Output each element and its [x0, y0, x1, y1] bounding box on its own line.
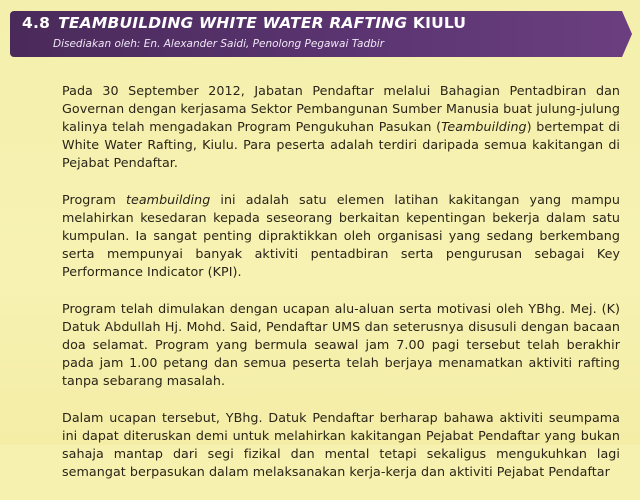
prepared-by: Disediakan oleh: En. Alexander Saidi, Penolong Pegawai Tadbir	[53, 38, 385, 50]
section-number: 4.8	[22, 14, 51, 32]
paragraph-2-text-a: Program	[62, 192, 126, 207]
paragraph-3: Program telah dimulakan dengan ucapan alu-aluan serta motivasi oleh YBhg. Mej. (K) Datuk Abdullah Hj. Mohd. Said, Pendaftar UMS dan seterusnya disusuli dengan bacaan doa selamat. Program yang bermula seawal jam 7.00 pagi tersebut telah berakhir pada jam 1.00 petang dan semua peserta telah berjaya menamatkan aktiviti rafting tanpa sebarang masalah.	[62, 301, 620, 388]
section-title	[22, 14, 466, 32]
paragraph-1-text-a: Pada 30 September 2012, Jabatan Pendaftar melalui Bahagian Pentadbiran dan Governan dengan kerjasama Sektor Pembangunan Sumber Manusia buat julung-julung kalinya telah mengadakan Program Pengukuhan Pasukan (	[62, 83, 620, 134]
paragraph-1-emphasis: Teambuilding	[441, 119, 527, 134]
paragraph-2-emphasis: teambuilding	[125, 192, 211, 207]
section-title-italic: TEAMBUILDING WHITE WATER RAFTING	[58, 14, 408, 32]
section-title-rest: KIULU	[412, 14, 467, 32]
paragraph-1	[62, 82, 620, 172]
paragraph-2	[62, 191, 620, 281]
paragraph-4: Dalam ucapan tersebut, YBhg. Datuk Pendaftar berharap bahawa aktiviti seumpama ini dapat diteruskan demi untuk melahirkan kakitangan Pejabat Pendaftar yang bukan sahaja mantap dari segi fizikal dan mental tetapi sekaligus mengukuhkan lagi semangat berpasukan dalam melaksanakan kerja-kerja dan aktiviti Pejabat Pendaftar	[62, 410, 620, 479]
article-body	[62, 82, 620, 500]
paragraph-1-text-b: ) bertempat di White Water Rafting, Kiulu. Para peserta adalah terdiri daripada semua kakitangan di Pejabat Pendaftar.	[62, 119, 621, 170]
paragraph-2-text-b: ini adalah satu elemen latihan kakitangan yang mampu melahirkan kesedaran kepada seseorang berkaitan kepentingan bekerja dalam satu kumpulan. Ia sangat penting dipraktikkan oleh organisasi yang sedang berkembang serta mempunyai banyak aktiviti pentadbiran serta pengurusan sebagai Key Performance Indicator (KPI).	[62, 192, 621, 279]
